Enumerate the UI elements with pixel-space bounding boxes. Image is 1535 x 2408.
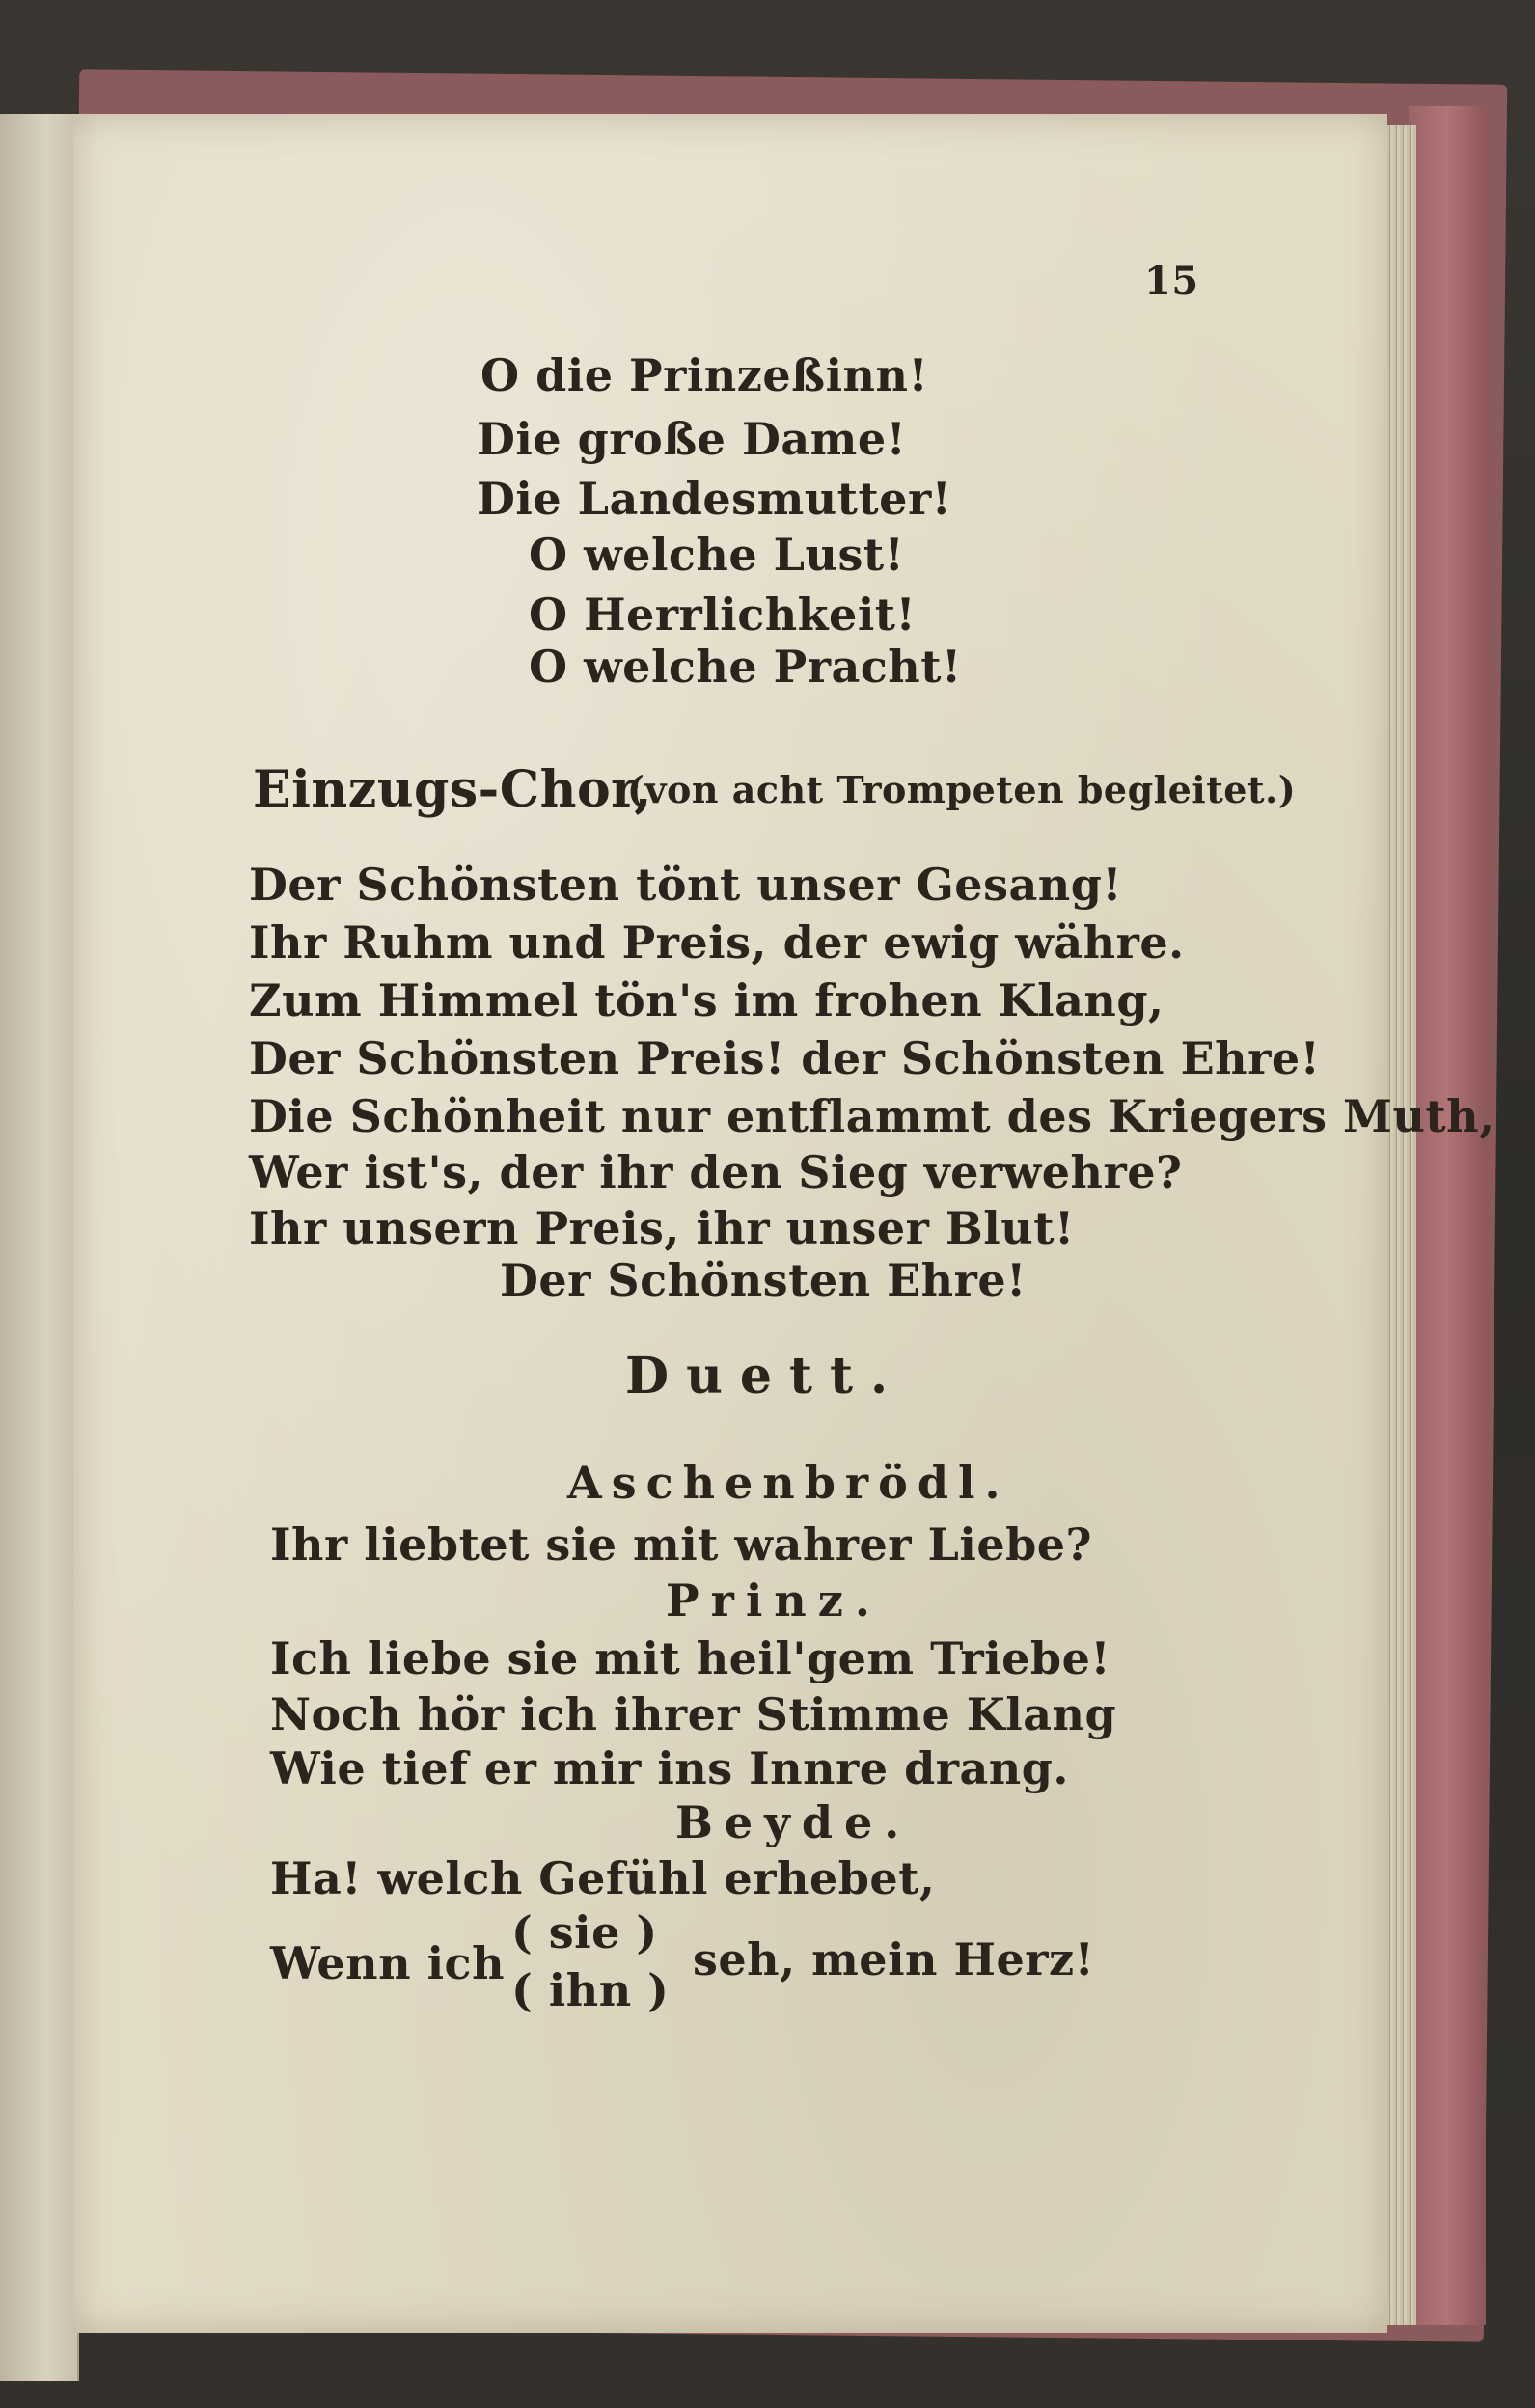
chorus-line: Wer ist's, der ihr den Sieg verwehre?	[249, 1146, 1183, 1198]
previous-page-edge	[0, 114, 79, 2381]
speaker-name: Beyde.	[675, 1796, 912, 1848]
chorus-line: Ihr Ruhm und Preis, der ewig währe.	[249, 917, 1185, 969]
chorus-line: Zum Himmel tön's im frohen Klang,	[249, 974, 1165, 1026]
chorus-line: Ihr unsern Preis, ihr unser Blut!	[249, 1202, 1075, 1254]
stanza-line: O welche Lust!	[529, 529, 905, 581]
chorus-note: (von acht Trompeten begleitet.)	[627, 768, 1297, 811]
speaker-name: Aschenbrödl.	[567, 1457, 1010, 1509]
speaker-name: Prinz.	[666, 1574, 882, 1627]
duett-title: Duett.	[625, 1347, 906, 1406]
duett-line-start: Wenn ich	[270, 1937, 506, 1989]
stanza-line: O Herrlichkeit!	[529, 588, 917, 641]
chorus-line: Der Schönsten Preis! der Schönsten Ehre!	[249, 1032, 1321, 1084]
book-cover-spine-right	[1409, 106, 1486, 2325]
stanza-line: Die Landesmutter!	[477, 473, 952, 525]
page-number: 15	[1144, 259, 1199, 304]
chorus-line: Der Schönsten Ehre!	[500, 1254, 1027, 1306]
duett-line: Ha! welch Gefühl erhebet,	[270, 1852, 936, 1904]
duett-line: Ihr liebtet sie mit wahrer Liebe?	[270, 1519, 1093, 1571]
duett-option: ( ihn )	[511, 1964, 670, 2016]
stanza-line: Die große Dame!	[477, 413, 907, 465]
chorus-line: Die Schönheit nur entflammt des Kriegers Muth,	[249, 1090, 1495, 1142]
duett-line: Noch hör ich ihrer Stimme Klang	[270, 1688, 1117, 1740]
chorus-title: Einzugs-Chor,	[253, 760, 652, 819]
duett-option: ( sie )	[511, 1906, 658, 1958]
duett-line: Wie tief er mir ins Innre drang.	[270, 1742, 1069, 1794]
chorus-line: Der Schönsten tönt unser Gesang!	[249, 859, 1123, 911]
stanza-line: O welche Pracht!	[529, 641, 962, 693]
stanza-line: O die Prinzeßinn!	[480, 349, 929, 401]
duett-line-end: seh, mein Herz!	[693, 1933, 1095, 1985]
duett-line: Ich liebe sie mit heil'gem Triebe!	[270, 1632, 1111, 1684]
